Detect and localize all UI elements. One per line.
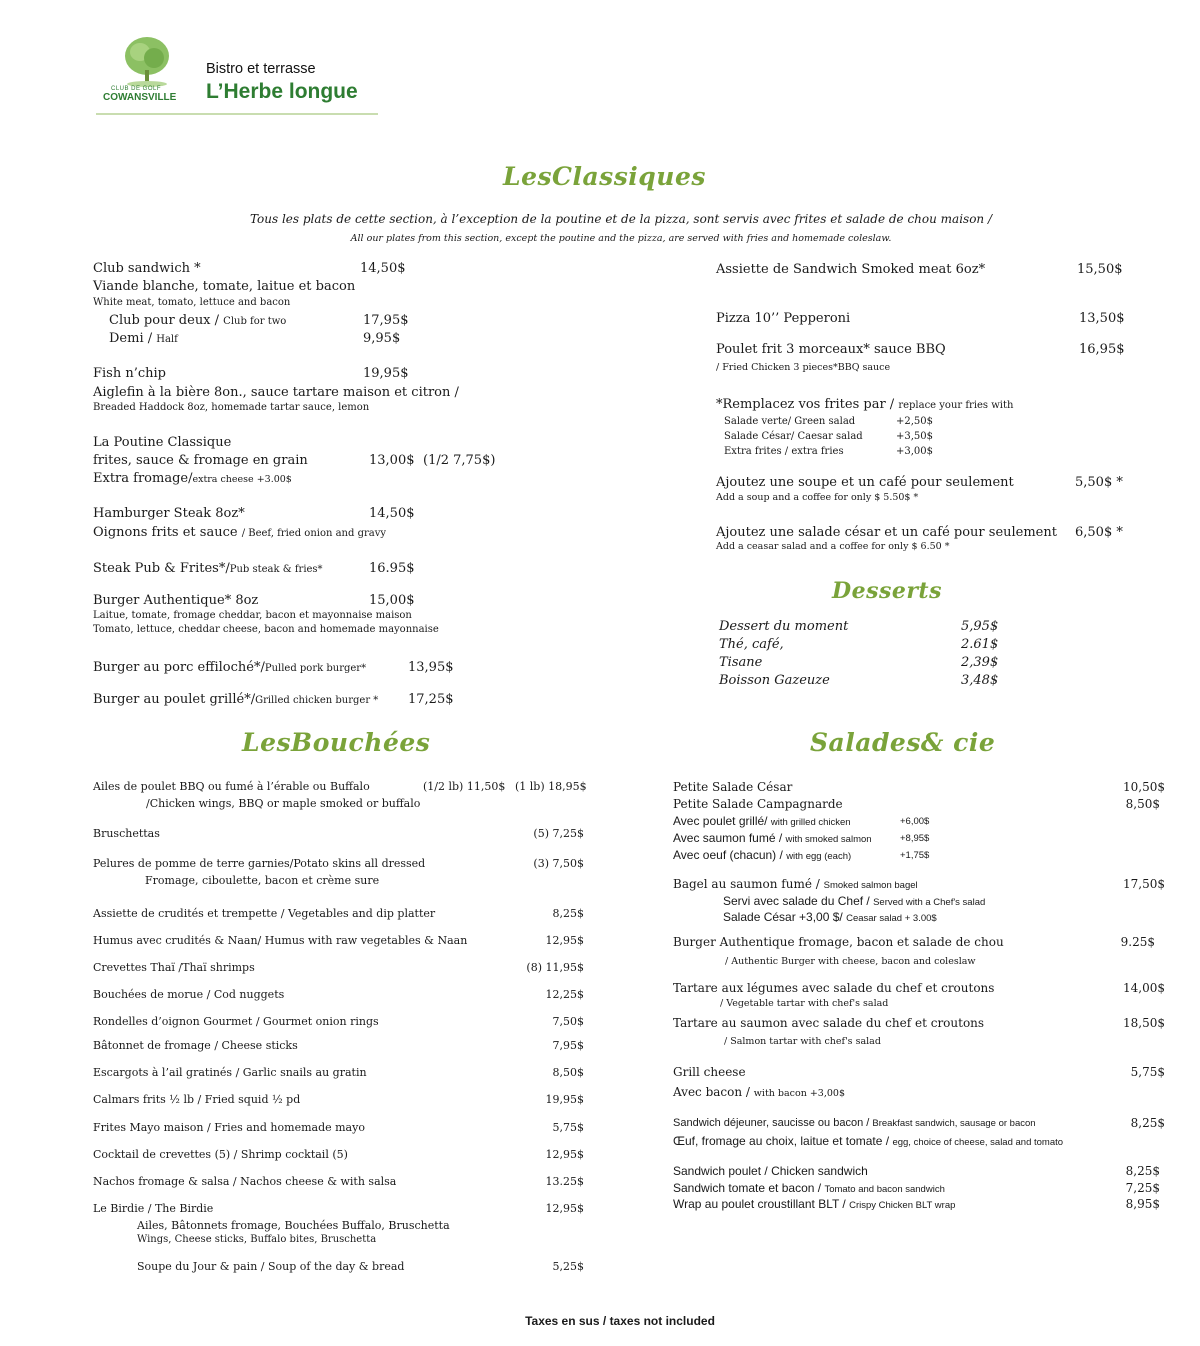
item-name: Hamburger Steak 8oz* xyxy=(93,506,245,521)
item-desc-en: /Chicken wings, BBQ or maple smoked or buffalo xyxy=(146,797,421,810)
club-small-label: CLUB DE GOLF xyxy=(111,86,162,92)
replace-option-label: Salade César/ Caesar salad xyxy=(724,431,863,442)
taxes-note: Taxes en sus / taxes not included xyxy=(525,1314,715,1328)
item-name: Bagel au saumon fumé / xyxy=(673,877,824,891)
item-price: 16,95$ xyxy=(1079,342,1125,357)
item-name-en: Grilled chicken burger * xyxy=(255,695,379,706)
item-price: 13,95$ xyxy=(408,660,454,675)
item-price: 12,95$ xyxy=(545,1202,584,1215)
item-name: Ailes de poulet BBQ ou fumé à l’érable ou Buffalo xyxy=(93,780,370,793)
item-name-en: Pub steak & fries* xyxy=(229,564,323,575)
item-desc-en: Wings, Cheese sticks, Buffalo bites, Bruschetta xyxy=(137,1234,377,1245)
item-price: 15,50$ xyxy=(1077,262,1123,277)
item-name: La Poutine Classique xyxy=(93,435,232,450)
addon-label: Avec saumon fumé / xyxy=(673,831,786,845)
item-name: Ajoutez une salade césar et un café pour seulement xyxy=(716,525,1057,540)
item-price: 5,75$ xyxy=(552,1121,584,1134)
item-variant: Club pour deux / xyxy=(109,313,224,328)
item-desc-fr: Avec bacon / xyxy=(673,1085,754,1099)
item-desc-fr: Viande blanche, tomate, laitue et bacon xyxy=(93,279,356,294)
item-extra: Extra fromage/ xyxy=(93,471,193,486)
replace-option-label: Extra frites / extra fries xyxy=(724,446,844,457)
item-name: Sandwich poulet / xyxy=(673,1164,772,1178)
item-price: 14,50$ xyxy=(369,506,415,521)
item-name: Steak Pub & Frites*/ xyxy=(93,561,230,576)
addon-price: +6,00$ xyxy=(900,816,930,827)
dessert-name: Tisane xyxy=(719,655,763,670)
item-name-en: Tomato and bacon sandwich xyxy=(824,1184,945,1195)
item-price: 12,95$ xyxy=(545,1148,584,1161)
item-price: 5,50$ * xyxy=(1075,475,1123,490)
item-desc-en: Breaded Haddock 8oz, homemade tartar sauce, lemon xyxy=(93,402,370,413)
item-price: 18,50$ xyxy=(1123,1016,1165,1030)
item-price: 8,25$ xyxy=(552,907,584,920)
item-name: Assiette de crudités et trempette / Vegetables and dip platter xyxy=(93,907,436,920)
logo-divider xyxy=(96,113,378,115)
item-name: Cocktail de crevettes (5) / Shrimp cocktail (5) xyxy=(93,1148,348,1161)
item-price: 5,75$ xyxy=(1130,1065,1165,1079)
item-desc-en: / Vegetable tartar with chef's salad xyxy=(720,998,889,1009)
item-name: Sandwich déjeuner, saucisse ou bacon / xyxy=(673,1117,873,1129)
replace-title: *Remplacez vos frites par / xyxy=(716,397,899,412)
item-name: Wrap au poulet croustillant BLT / xyxy=(673,1197,850,1211)
item-name: Soupe du Jour & pain / Soup of the day & bread xyxy=(137,1260,405,1273)
header-subtitle: Bistro et terrasse xyxy=(206,61,316,77)
item-name: Burger au porc effiloché*/ xyxy=(93,660,265,675)
replace-title-en: replace your fries with xyxy=(898,400,1014,411)
item-name: Ajoutez une soupe et un café pour seulement xyxy=(716,475,1014,490)
item-variant-en: Club for two xyxy=(223,316,287,327)
item-name: Sandwich tomate et bacon / xyxy=(673,1181,825,1195)
item-price: (5) 7,25$ xyxy=(533,827,584,840)
item-desc-fr: Œuf, fromage au choix, laitue et tomate / xyxy=(673,1134,893,1148)
item-price: 6,50$ * xyxy=(1075,525,1123,540)
item-name: Tartare au saumon avec salade du chef et croutons xyxy=(673,1016,985,1030)
item-price: 19,95$ xyxy=(363,366,409,381)
item-half-price: (1/2 7,75$) xyxy=(423,453,496,468)
item-price: (8) 11,95$ xyxy=(526,961,584,974)
item-desc-en: Tomato, lettuce, cheddar cheese, bacon and homemade mayonnaise xyxy=(93,624,439,635)
item-name: Frites Mayo maison / Fries and homemade mayo xyxy=(93,1121,365,1134)
item-extra-en: extra cheese +3.00$ xyxy=(192,474,292,485)
item-name: Tartare aux légumes avec salade du chef et croutons xyxy=(673,981,995,995)
item-desc-en: / Beef, fried onion and gravy xyxy=(241,528,387,539)
item-variant-en: Half xyxy=(156,334,178,345)
tree-icon xyxy=(122,36,172,88)
item-price: 13.25$ xyxy=(545,1175,584,1188)
item-price: 16.95$ xyxy=(369,561,415,576)
replace-option-label: Salade verte/ Green salad xyxy=(724,416,856,427)
item-price: 8,50$ xyxy=(552,1066,584,1079)
classiques-note-en: All our plates from this section, except the poutine and the pizza, are served with fries and homemade coleslaw. xyxy=(350,233,892,244)
item-price: 12,95$ xyxy=(545,934,584,947)
item-name: Crevettes Thaï /Thaï shrimps xyxy=(93,961,255,974)
item-name: Assiette de Sandwich Smoked meat 6oz* xyxy=(716,262,986,277)
item-name: Rondelles d’oignon Gourmet / Gourmet onion rings xyxy=(93,1015,379,1028)
addon-label: Avec oeuf (chacun) / xyxy=(673,848,787,862)
item-desc-en: Served with a Chef's salad xyxy=(873,897,986,908)
item-price: 7,25$ xyxy=(1125,1181,1160,1195)
item-name: Club sandwich * xyxy=(93,261,201,276)
item-name: Bâtonnet de fromage / Cheese sticks xyxy=(93,1039,298,1052)
item-name-en: Breakfast sandwich, sausage or bacon xyxy=(872,1118,1036,1129)
item-desc-en: / Fried Chicken 3 pieces*BBQ sauce xyxy=(716,362,891,373)
item-price-half: (1/2 lb) 11,50$ xyxy=(423,780,506,793)
item-desc: Fromage, ciboulette, bacon et crème sure xyxy=(145,874,380,887)
section-heading-salades: Salades& cie xyxy=(810,728,996,757)
item-price: 7,50$ xyxy=(552,1015,584,1028)
dessert-price: 2.61$ xyxy=(961,637,999,652)
item-price: 5,25$ xyxy=(552,1260,584,1273)
item-name: Pelures de pomme de terre garnies/Potato skins all dressed xyxy=(93,857,426,870)
item-desc-fr: Salade César +3,00 $/ xyxy=(723,910,847,924)
dessert-name: Dessert du moment xyxy=(719,619,849,634)
item-price: 13,00$ xyxy=(369,453,415,468)
item-desc-fr: Laitue, tomate, fromage cheddar, bacon et mayonnaise maison xyxy=(93,610,412,621)
item-price: 8,95$ xyxy=(1125,1197,1160,1211)
item-name-en: Chicken sandwich xyxy=(771,1164,868,1178)
item-price: 17,50$ xyxy=(1123,877,1165,891)
item-desc-en: / Salmon tartar with chef's salad xyxy=(724,1036,881,1047)
item-price: 14,50$ xyxy=(360,261,406,276)
item-price: 15,00$ xyxy=(369,593,415,608)
item-price: (1 lb) 18,95$ xyxy=(515,780,587,793)
item-name-en: Pulled pork burger* xyxy=(264,663,367,674)
item-price: (3) 7,50$ xyxy=(533,857,584,870)
item-price: 8,25$ xyxy=(1125,1164,1160,1178)
item-name: Le Birdie / The Birdie xyxy=(93,1202,214,1215)
section-heading-desserts: Desserts xyxy=(832,578,942,604)
classiques-note-fr: Tous les plats de cette section, à l’exception de la poutine et de la pizza, sont servis avec frites et salade de chou maison / xyxy=(249,212,993,226)
item-desc-fr: Ailes, Bâtonnets fromage, Bouchées Buffalo, Bruschetta xyxy=(137,1219,450,1232)
restaurant-title: L’Herbe longue xyxy=(206,80,358,103)
dessert-name: Boisson Gazeuze xyxy=(719,673,830,688)
club-name: COWANSVILLE xyxy=(103,92,177,103)
item-price: 7,95$ xyxy=(552,1039,584,1052)
dessert-name: Thé, café, xyxy=(719,637,784,652)
item-desc-en: egg, choice of cheese, salad and tomato xyxy=(892,1137,1064,1148)
item-name-en: Crispy Chicken BLT wrap xyxy=(849,1200,956,1211)
item-name: Poulet frit 3 morceaux* sauce BBQ xyxy=(716,342,946,357)
item-name: Burger Authentique* 8oz xyxy=(93,593,259,608)
dessert-price: 2,39$ xyxy=(961,655,999,670)
item-name: Pizza 10’’ Pepperoni xyxy=(716,311,851,326)
item-name: Petite Salade Campagnarde xyxy=(673,797,843,811)
item-price: 8,50$ xyxy=(1125,797,1160,811)
addon-label-en: with smoked salmon xyxy=(785,834,872,845)
addon-label-en: with egg (each) xyxy=(786,851,852,862)
item-name: Bouchées de morue / Cod nuggets xyxy=(93,988,285,1001)
replace-option-price: +3,50$ xyxy=(896,431,934,442)
item-variant-price: 17,95$ xyxy=(363,313,409,328)
section-heading-bouchees: LesBouchées xyxy=(242,728,431,757)
item-price: 8,25$ xyxy=(1130,1116,1165,1130)
item-variant: Demi / xyxy=(109,331,157,346)
item-name: Escargots à l’ail gratinés / Garlic snails au gratin xyxy=(93,1066,367,1079)
item-desc-fr: Aiglefin à la bière 8on., sauce tartare maison et citron / xyxy=(93,385,459,400)
item-desc-fr: Oignons frits et sauce xyxy=(93,525,242,540)
item-name: Humus avec crudités & Naan/ Humus with raw vegetables & Naan xyxy=(93,934,468,947)
item-name: Grill cheese xyxy=(673,1065,746,1079)
item-name: Burger au poulet grillé*/ xyxy=(93,692,256,707)
item-name-en: Smoked salmon bagel xyxy=(823,880,918,891)
addon-label: Avec poulet grillé/ xyxy=(673,814,771,828)
dessert-price: 5,95$ xyxy=(961,619,999,634)
item-price: 19,95$ xyxy=(545,1093,584,1106)
addon-label-en: with grilled chicken xyxy=(770,817,851,828)
item-variant-price: 9,95$ xyxy=(363,331,401,346)
item-desc-en: with bacon +3,00$ xyxy=(753,1088,845,1099)
item-name: Burger Authentique fromage, bacon et salade de chou xyxy=(673,935,1004,949)
item-name: Calmars frits ½ lb / Fried squid ½ pd xyxy=(93,1093,301,1106)
item-desc-en: / Authentic Burger with cheese, bacon and coleslaw xyxy=(725,956,976,967)
item-name: Nachos fromage & salsa / Nachos cheese & with salsa xyxy=(93,1175,397,1188)
item-desc-en: Ceasar salad + 3.00$ xyxy=(846,913,937,924)
item-price: 12,25$ xyxy=(545,988,584,1001)
item-price: 9.25$ xyxy=(1120,935,1155,949)
addon-price: +1,75$ xyxy=(900,850,930,861)
addon-price: +8,95$ xyxy=(900,833,930,844)
item-name: Petite Salade César xyxy=(673,780,793,794)
replace-option-price: +2,50$ xyxy=(896,416,934,427)
item-price: 17,25$ xyxy=(408,692,454,707)
item-desc-fr: Servi avec salade du Chef / xyxy=(723,894,874,908)
item-desc-en: White meat, tomato, lettuce and bacon xyxy=(93,297,291,308)
dessert-price: 3,48$ xyxy=(961,673,999,688)
item-name: Fish n’chip xyxy=(93,366,166,381)
item-name: Bruschettas xyxy=(93,827,160,840)
replace-option-price: +3,00$ xyxy=(896,446,934,457)
item-desc: frites, sauce & fromage en grain xyxy=(93,453,308,468)
item-desc-en: Add a soup and a coffee for only $ 5.50$ * xyxy=(716,492,919,503)
item-price: 10,50$ xyxy=(1123,780,1165,794)
item-price: 14,00$ xyxy=(1123,981,1165,995)
section-heading-classiques: LesClassiques xyxy=(503,162,706,191)
item-desc-en: Add a ceasar salad and a coffee for only $ 6.50 * xyxy=(716,541,950,552)
item-price: 13,50$ xyxy=(1079,311,1125,326)
